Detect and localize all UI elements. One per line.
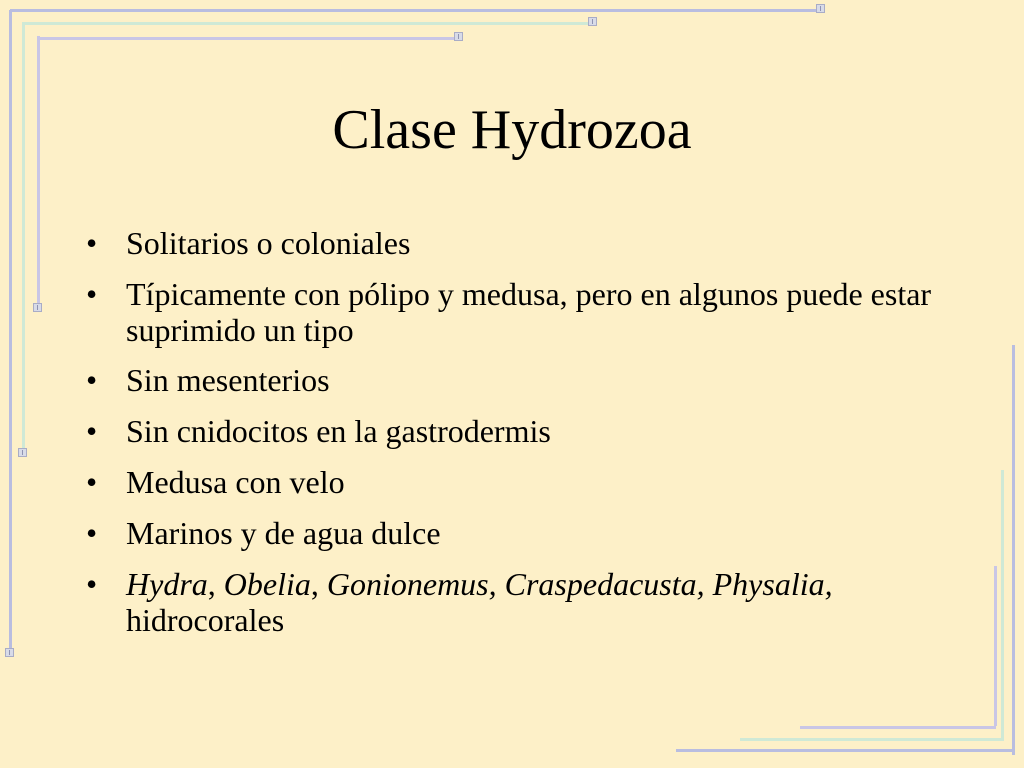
genus-names: Gonionemus, Craspedacusta, Physalia,	[326, 565, 833, 602]
frame-line-bottom-3	[800, 726, 996, 729]
list-item-text: Típicamente con pólipo y medusa, pero en algunos puede estar suprimido un tipo	[126, 275, 932, 348]
frame-line-left-2	[22, 22, 25, 454]
frame-line-top-2	[24, 22, 594, 25]
list-item-text	[126, 566, 833, 638]
frame-ornament-icon	[816, 4, 825, 13]
genus-name: Hydra	[126, 565, 208, 602]
list-item-text: Sin cnidocitos en la gastrodermis	[126, 413, 551, 450]
bullet-marker: •	[86, 565, 98, 602]
list-item	[86, 567, 966, 639]
list-item	[86, 516, 966, 552]
frame-ornament-icon	[5, 648, 14, 657]
list-item	[86, 226, 966, 262]
list-item-text: Solitarios o coloniales	[126, 225, 411, 261]
frame-ornament-icon	[33, 303, 42, 312]
frame-line-right-2	[1001, 470, 1004, 740]
frame-line-top-3	[38, 37, 458, 40]
list-item	[86, 414, 966, 450]
bullet-marker: •	[86, 514, 98, 551]
bullet-marker: •	[86, 362, 98, 399]
genus-name: Obelia	[223, 565, 311, 602]
frame-line-bottom-1	[676, 749, 1014, 752]
bullet-marker: •	[86, 275, 98, 312]
list-item	[86, 363, 966, 399]
list-item	[86, 465, 966, 501]
bullet-marker: •	[86, 225, 98, 261]
frame-line-left-3	[37, 36, 40, 308]
trailing-text: hidrocorales	[126, 601, 285, 638]
frame-line-right-1	[1012, 345, 1015, 755]
list-item-text: Sin mesenterios	[126, 362, 330, 399]
separator: ,	[310, 565, 327, 602]
bullet-marker: •	[86, 464, 98, 501]
list-item-text: Marinos y de agua dulce	[126, 514, 441, 551]
bullet-marker: •	[86, 413, 98, 450]
frame-ornament-icon	[588, 17, 597, 26]
frame-line-right-3	[994, 566, 997, 726]
frame-line-bottom-2	[740, 738, 1004, 741]
slide-title: Clase Hydrozoa	[332, 99, 692, 161]
list-item	[86, 277, 966, 349]
frame-line-top-1	[10, 9, 820, 12]
bullet-list	[86, 226, 966, 653]
frame-ornament-icon	[454, 32, 463, 41]
list-item-text: Medusa con velo	[126, 464, 345, 501]
frame-ornament-icon	[18, 448, 27, 457]
separator: ,	[207, 565, 224, 602]
